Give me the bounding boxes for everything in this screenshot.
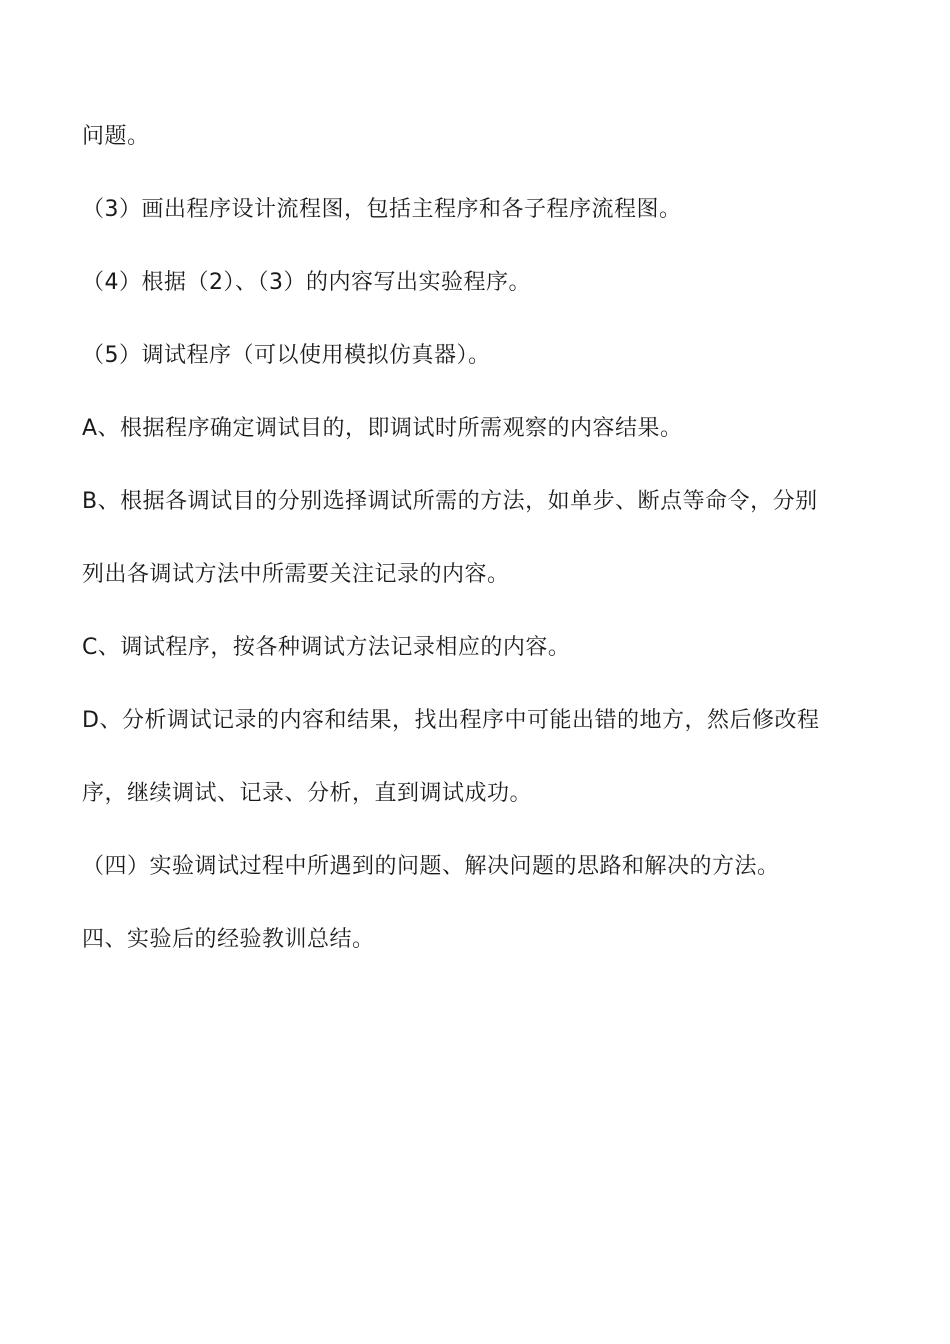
text-line-continuation: 问题。	[82, 124, 150, 149]
text-line-item-a: A、根据程序确定调试目的，即调试时所需观察的内容结果。	[82, 416, 683, 441]
text-line-item-c: C、调试程序，按各种调试方法记录相应的内容。	[82, 635, 571, 660]
text-line-item-b: B、根据各调试目的分别选择调试所需的方法，如单步、断点等命令，分别	[82, 489, 818, 514]
text-line-item-d-cont: 序，继续调试、记录、分析，直到调试成功。	[82, 781, 533, 806]
text-line-step-5: （5）调试程序（可以使用模拟仿真器）。	[82, 343, 491, 368]
text-line-step-4: （4）根据（2）、（3）的内容写出实验程序。	[82, 270, 531, 295]
text-line-step-3: （3）画出程序设计流程图，包括主程序和各子程序流程图。	[82, 197, 682, 222]
text-line-heading-4: 四、实验后的经验教训总结。	[82, 927, 375, 952]
text-line-item-b-cont: 列出各调试方法中所需要关注记录的内容。	[82, 562, 510, 587]
text-line-item-d: D、分析调试记录的内容和结果，找出程序中可能出错的地方，然后修改程	[82, 708, 820, 733]
text-line-section-4: （四）实验调试过程中所遇到的问题、解决问题的思路和解决的方法。	[82, 854, 780, 879]
